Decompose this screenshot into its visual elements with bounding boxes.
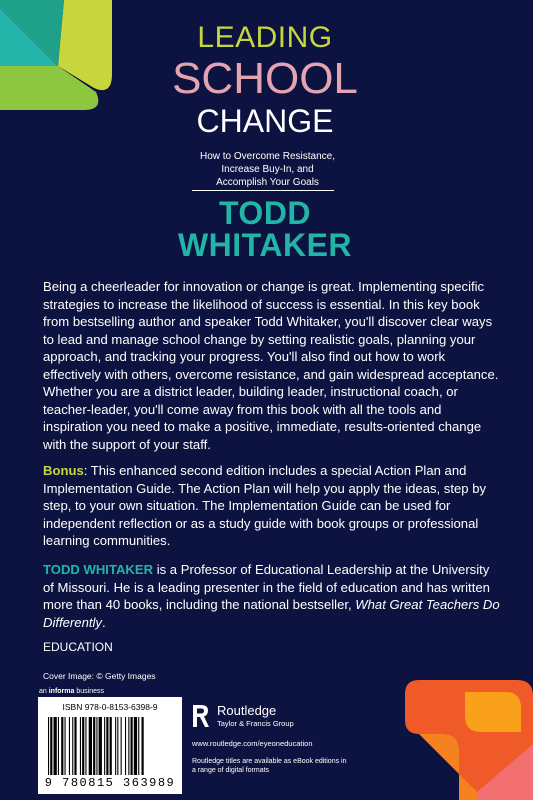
subtitle-line: How to Overcome Resistance, [199, 151, 336, 162]
barcode-panel [38, 697, 182, 794]
routledge-logo-icon [190, 703, 212, 729]
bonus-paragraph [43, 462, 503, 550]
corner-graphic-bottom-right [405, 680, 533, 800]
informa-suffix: business [74, 688, 104, 695]
ebook-availability-note: Routledge titles are available as eBook editions in a range of digital formats [192, 758, 347, 774]
author-bio-name: TODD WHITAKER [43, 562, 154, 577]
informa-prefix: an [39, 688, 49, 695]
title-change: CHANGE [196, 103, 334, 139]
cover-image-credit: Cover Image: © Getty Images [43, 671, 156, 681]
author-bio-end: . [101, 614, 106, 630]
author-bio-paragraph [43, 561, 503, 631]
subtitle-divider [192, 190, 334, 191]
barcode-icon [48, 717, 176, 775]
subtitle-line: Accomplish Your Goals [216, 177, 319, 188]
barcode-number: 9 780815 363989 [44, 776, 176, 790]
book-title [150, 22, 380, 138]
subtitle-line: Increase Buy-In, and [221, 164, 314, 175]
subject-category: EDUCATION [43, 640, 113, 654]
corner-graphic-top-left [0, 0, 115, 110]
publisher-name: Routledge [217, 703, 277, 718]
author-bio-text: is a Professor of Educational Leadership at the University of Missouri. He is a leading presenter in the field of education and has written more than 40 books, including the national bestseller, [43, 562, 490, 612]
bonus-label: Bonus [43, 463, 84, 478]
informa-brand: informa [48, 688, 75, 695]
author-first-name: TODD [218, 195, 312, 231]
publisher-url: www.routledge.com/eyeoneducation [192, 739, 313, 748]
title-leading: LEADING [197, 21, 333, 54]
author-bio-book-title: What Great Teachers Do Differently [43, 597, 500, 630]
book-subtitle [185, 150, 350, 189]
publisher-group: Taylor & Francis Group [217, 719, 294, 728]
informa-business-line [39, 688, 104, 695]
author-last-name: WHITAKER [177, 227, 353, 263]
title-school: SCHOOL [172, 54, 358, 103]
isbn-text: ISBN 978-0-8153-6398-9 [62, 702, 158, 712]
description-paragraph: Being a cheerleader for innovation or change is great. Implementing specific strategies to increase the likelihood of success is essential. In this key book from bestselling author and speaker Todd Whitaker, you'll discover clear ways to lead and manage school change by setting realistic goals, planning your approach, and tracking your progress. You'll also find out how to work effectively with others, overcome resistance, and gain widespread acceptance. Whether you are a district leader, building leader, instructional coach, or teacher-leader, you'll come away from this book with all the tools and inspiration you need to make a positive, immediate, results-oriented change with the support of your staff. [43, 279, 499, 452]
author-name [150, 197, 380, 261]
bonus-text: : This enhanced second edition includes a special Action Plan and Implementation Guide. The Action Plan will help you apply the ideas, step by step, to your own situation. The Implementation Guide can be used for independent reflection or as a study guide with book groups or professional learning communities. [43, 463, 487, 548]
